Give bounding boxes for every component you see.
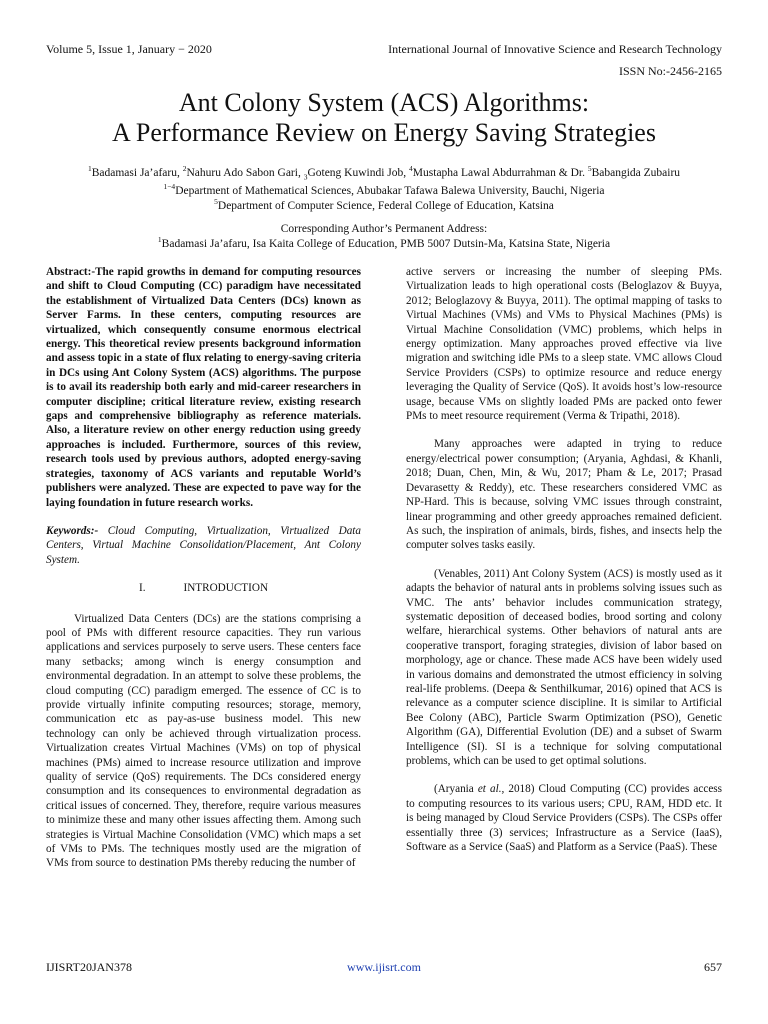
- author-block: [0, 166, 768, 214]
- affiliation-2: $^5$Department of Computer Science, Federal College of Education, Katsina: [214, 197, 554, 213]
- article-code: IJISRT20JAN378: [46, 960, 132, 974]
- paragraph-3: (Venables, 2011) Ant Colony System (ACS) is mostly used as it adapts the behavior of natural ants in problems solving issues such as VMC. The ants’ behavior includes communication strategy, systematic deposition of deceased bodies, brood sorting and colony welfare, hierarchical systems. Other behaviors of natural ants are cooperative transport, foraging strategies, division of labor based on morphology, age or chance. These made ACS have been widely used in various domains and demonstrated the utmost efficiency in solving real-life problems. (Deepa & Senthilkumar, 2016) opined that ACS is relevance as a computer science discipline. It is similar to Artificial Bee Colony (ABC), Particle Swarm Optimization (PSO), Genetic Algorithm (GA), Differential Evolution (DE) and a subset of Swarm Intelligence (SI). SI is a technique for solving computational problems, which can be used to get optimal solutions.: [406, 567, 722, 767]
- title-line-2: A Performance Review on Energy Saving Strategies: [112, 118, 656, 147]
- section-heading: [46, 581, 361, 595]
- paper-title: [0, 88, 768, 148]
- section-number: I.: [138, 582, 146, 595]
- corresponding-author: [0, 222, 768, 252]
- paragraph-1: active servers or increasing the number of sleeping PMs. Virtualization leads to high operational costs (Beloglazov & Buyya, 2012; Beloglazovy & Buyya, 2011). The optimal mapping of tasks to Virtual Machines (VMs) and VMs to Physical Machines (PMs) is Virtual Machine Consolidation (VMC) problems, which helps in energy optimization. Many approaches proved effective via live migration and switching idle PMs to a sleep state. VMC allows Cloud Service Providers (CSPs) to optimize resource and reduce energy leveraging the Quality of Service (QoS). It avoids host’s low-resource usage, because VMs on slightly loaded PMs are packed onto fewer PMs to meet resource requirement (Verma & Tripathi, 2018).: [406, 266, 722, 423]
- issn: ISSN No:-2456-2165: [618, 64, 722, 78]
- corresponding-address: $^1$Badamasi Ja’afaru, Isa Kaita College of Education, PMB 5007 Dutsin-Ma, Katsina State, Nigeria: [157, 235, 611, 250]
- abstract: Abstract:-The rapid growths in demand for computing resources and shift to Cloud Computing (CC) paradigm have necessitated the establishment of Virtualized Data Centers (DCs) known as Server Farms. In these centers, computing resources are virtualized, which consequently consume enormous electrical energy. This theoretical review presents background information and assess topic in a state of flux relating to energy-saving criteria in DCs using Ant Colony System (ACS) algorithms. The purpose is to avail its readership both early and mid-career researchers in computer discipline; critical literature review, existing research gaps and comprehensive bibliography as reference materials. Also, a literature review on other energy reduction using greedy approaches is included. Furthermore, sources of this review, research tools used by previous authors, adopted energy-saving strategies, taxonomy of ACS variants and reputable World’s publishers were analyzed. These are expected to pave way for the laying foundation in future research works.: [46, 266, 361, 509]
- right-column: [406, 265, 722, 868]
- journal-url[interactable]: www.ijisrt.com: [347, 960, 421, 974]
- page-number: 657: [704, 960, 722, 974]
- author-list: $^1$Badamasi Ja’afaru, $^2$Nahuru Ado Sabon Gari, $_3$Goteng Kuwindi Job, $^4$Mustapha Lawal Abdurrahman & Dr. $^5$Babangida Zubairu: [87, 164, 681, 182]
- section-title: INTRODUCTION: [183, 582, 269, 595]
- journal-name: International Journal of Innovative Science and Research Technology: [388, 42, 722, 56]
- left-column: [46, 265, 361, 885]
- volume-info: Volume 5, Issue 1, January − 2020: [46, 42, 212, 56]
- keywords: Keywords:- Cloud Computing, Virtualization, Virtualized Data Centers, Virtual Machine Consolidation/Placement, Ant Colony System.: [46, 524, 361, 566]
- title-line-1: Ant Colony System (ACS) Algorithms:: [178, 88, 590, 117]
- affiliation-1: $^{1-4}$Department of Mathematical Sciences, Abubakar Tafawa Balewa University, Bauchi, Nigeria: [163, 182, 605, 198]
- paragraph-4: (Aryania et al., 2018) Cloud Computing (CC) provides access to computing resources to its various users; CPU, RAM, HDD etc. It is being managed by Cloud Service Providers (CSPs). The CSPs offer essentially three (3) services; Infrastructure as a Service (IaaS), Software as a Service (SaaS) and Platform as a Service (PaaS). These: [406, 783, 723, 854]
- intro-paragraph: Virtualized Data Centers (DCs) are the stations comprising a pool of PMs with different resource capacities. They run various applications and services purposely to serve users. These centers face many setbacks; among winch is energy consumption and environmental degradation. In an attempt to solve these problems, the cloud computing (CC) paradigm emerged. The essence of CC is to provide virtually infinite computing resources; storage, memory, communication etc as pay-as-use business model. This new technology can only be achieved through virtualization process. Virtualization creates Virtual Machines (VMs) on top of physical machines (PMs) aimed to increase resource utilization and improve quality of service (QoS) requirements. The DCs considered energy consumption and its consequences to environmental degradation as critical issues of concerned. They, therefore, require various measures to minimize these and many other issues affecting them. Among such strategies is Virtual Machine Consolidation (VMC) which maps a set of VMs to PMs. The techniques mostly used are the migration of VMs from source to destination PMs thereby reducing the number of: [46, 612, 361, 870]
- corresponding-label: Corresponding Author’s Permanent Address:: [280, 223, 488, 235]
- paragraph-2: Many approaches were adapted in trying to reduce energy/electrical power consumption; (Aryania, Aghdasi, & Khanli, 2018; Duan, Chen, Min, & Wu, 2017; Pham & Le, 2017; Prasad Devarasetty & Reddy), etc. These researchers considered VMC as NP-Hard. This is because, solving VMC issues through constraint, linear programming and other greedy approaches remained deficient. As such, the inspiration of animals, birds, fishes, and insects help the computer solves tasks easily.: [406, 438, 722, 552]
